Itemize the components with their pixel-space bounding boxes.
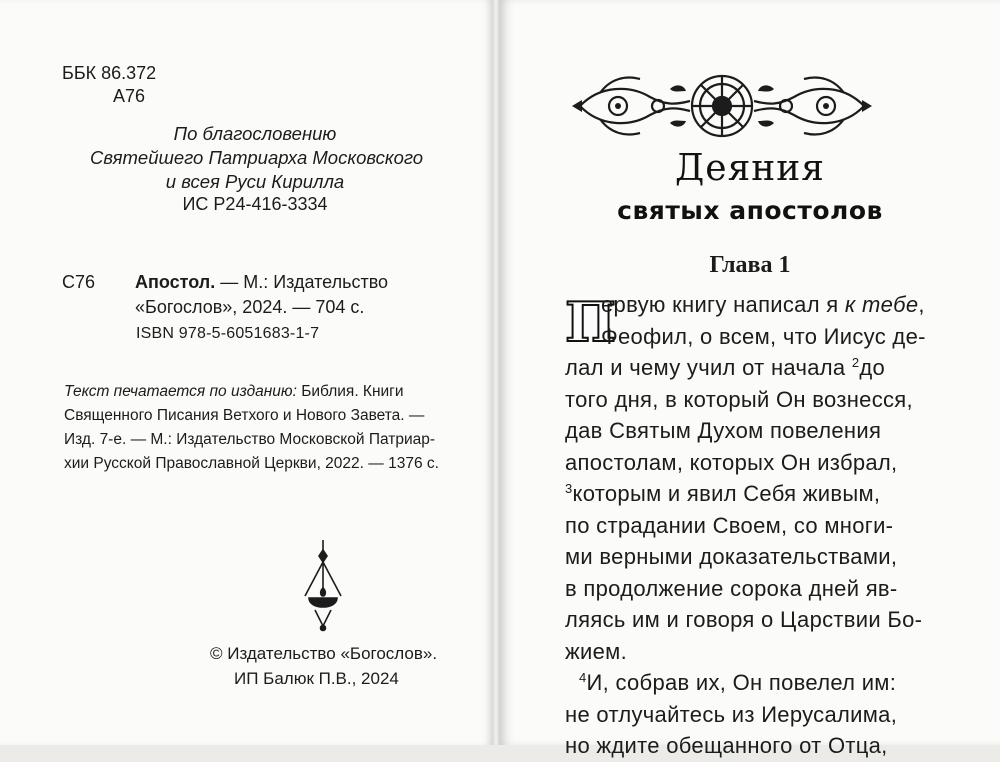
text-line: жием.	[565, 638, 627, 664]
text-line: дав Святым Духом повеления	[565, 418, 882, 443]
source-note	[64, 380, 464, 476]
text-line	[565, 478, 926, 510]
isbn: ISBN 978-5-6051683-1-7	[136, 325, 320, 342]
copyright-block	[210, 641, 437, 691]
source-lead: Текст печатается по изданию:	[64, 383, 297, 400]
text-line	[565, 289, 926, 321]
left-page	[0, 0, 492, 745]
verse-number: 3	[565, 481, 573, 496]
catalog-title: Апостол.	[135, 272, 216, 292]
text-line	[565, 667, 926, 699]
blessing-line: По благословению	[173, 123, 337, 144]
text-span: до	[859, 355, 886, 380]
text-line: того дня, в который Он вознесся,	[565, 386, 913, 412]
text-line: ми верными доказательствами,	[565, 544, 898, 569]
text-span: ,	[918, 292, 925, 317]
catalog-code: С76	[62, 272, 96, 292]
catalog-line-1	[135, 271, 388, 293]
source-line: хии Русской Православной Церкви, 2022. — 1376 с.	[64, 455, 439, 472]
copyright-line: ИП Балюк П.В., 2024	[234, 669, 399, 688]
blessing-line: Святейшего Патриарха Московского	[90, 147, 424, 168]
verse-number: 4	[579, 670, 587, 685]
drop-cap: П	[565, 290, 616, 354]
text-line: по страдании Своем, со многи-	[565, 512, 894, 538]
catalog-publisher: — М.: Издательство	[215, 272, 389, 292]
chapter-text	[565, 289, 926, 762]
text-span: которым и явил Себя живым,	[572, 481, 881, 506]
catalog-line-2: «Богослов», 2024. — 704 с.	[135, 297, 365, 317]
icon-lamp-icon	[301, 540, 345, 632]
text-line	[565, 352, 926, 384]
source-line: Библия. Книги	[296, 383, 404, 400]
text-span: ервую книгу написал я	[601, 292, 845, 317]
bbk-code: ББК 86.372	[62, 63, 157, 83]
author-mark: А76	[113, 86, 146, 106]
text-line: Феофил, о всем, что Иисус де-	[601, 323, 926, 349]
chapter-heading: Глава 1	[709, 252, 791, 278]
text-span: И, собрав их, Он повелел им:	[586, 670, 897, 695]
verse-number: 2	[851, 355, 860, 370]
text-line: в продолжение сорока дней яв-	[565, 575, 898, 601]
text-line: но ждите обещанного от Отца,	[565, 733, 888, 758]
blessing-line: и всея Руси Кирилла	[165, 171, 345, 192]
text-line: ляясь им и говоря о Царствии Бо-	[565, 607, 923, 632]
text-italic: к тебе	[844, 292, 919, 317]
book-title: Деяния	[675, 148, 825, 189]
blessing-block	[90, 122, 424, 194]
copyright-line: © Издательство «Богослов».	[210, 644, 438, 663]
text-line: не отлучайтесь из Иерусалима,	[565, 701, 898, 727]
source-line: Священного Писания Ветхого и Нового Завета. —	[64, 407, 425, 424]
ornament-headpiece-icon	[570, 65, 874, 147]
text-span: лал и чему учил от начала	[565, 355, 852, 380]
book-gutter	[492, 0, 500, 745]
text-line: апостолам, которых Он избрал,	[565, 449, 898, 475]
is-number: ИС Р24-416-3334	[182, 194, 328, 214]
book-subtitle: святых апостолов	[617, 196, 883, 225]
source-line: Изд. 7-е. — М.: Издательство Московской Патриар-	[64, 431, 436, 448]
